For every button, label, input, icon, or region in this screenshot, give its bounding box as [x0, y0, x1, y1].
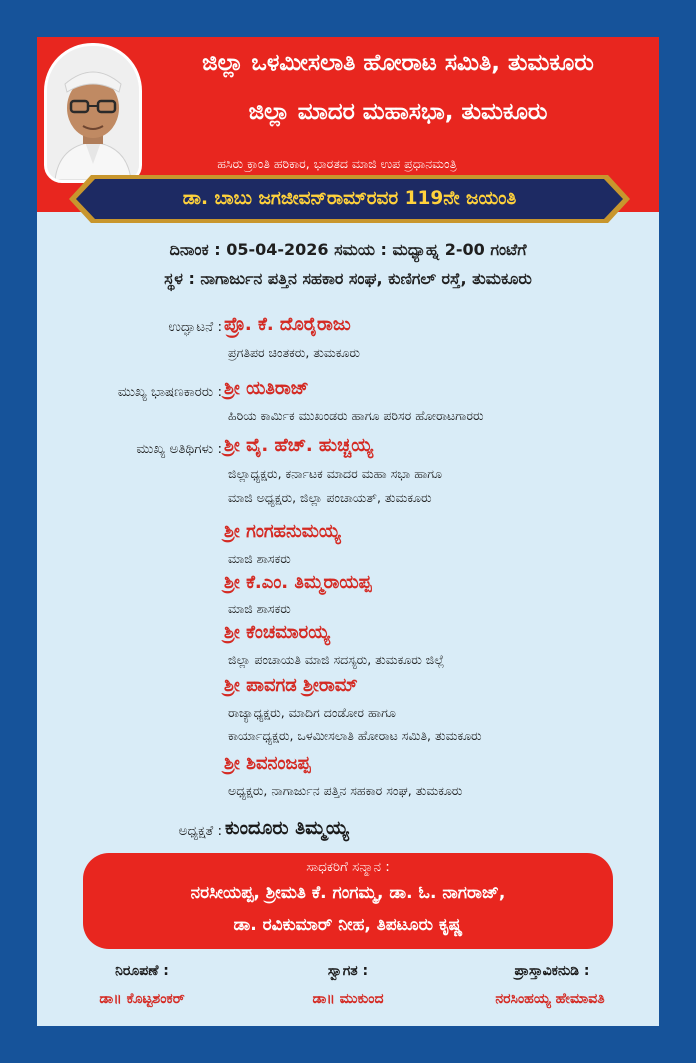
guest-desc: ಕಾರ್ಯಾಧ್ಯಕ್ಷರು, ಒಳಮೀಸಲಾತಿ ಹೋರಾಟ ಸಮಿತಿ, ತುಮಕೂರು	[228, 728, 482, 743]
guest-desc: ಮಾಜಿ ಶಾಸಕರು	[228, 601, 291, 616]
honors-line-1: ನರಸೀಯಪ್ಪ, ಶ್ರೀಮತಿ ಕೆ. ಗಂಗಮ್ಮ, ಡಾ. ಓ. ನಾಗರಾಜ್,	[190, 883, 506, 903]
guests-label: ಮುಖ್ಯ ಅತಿಥಿಗಳು :	[136, 441, 222, 457]
date-time-line: ದಿನಾಂಕ : 05-04-2026 ಸಮಯ : ಮಧ್ಯಾಹ್ನ 2-00 ಗಂಟೆಗೆ	[169, 240, 527, 259]
banner-subtitle: ಹಸಿರು ಕ್ರಾಂತಿ ಹರಿಕಾರ, ಭಾರತದ ಮಾಜಿ ಉಪ ಪ್ರಧಾನಮಂತ್ರಿ	[217, 156, 457, 171]
portrait-illustration	[47, 46, 139, 180]
portrait-photo	[44, 43, 142, 183]
guest-name: ಶ್ರೀ ಕೆ.ಎಂ. ತಿಮ್ಮರಾಯಪ್ಪ	[224, 572, 372, 593]
guest-name: ಶ್ರೀ ಪಾವಗಡ ಶ್ರೀರಾಮ್	[224, 675, 358, 696]
guest-desc: ಮಾಜಿ ಶಾಸಕರು	[228, 551, 291, 566]
organizer-title-1: ಜಿಲ್ಲಾ ಒಳಮೀಸಲಾತಿ ಹೋರಾಟ ಸಮಿತಿ, ತುಮಕೂರು	[202, 50, 594, 76]
organizer-title-2: ಜಿಲ್ಲಾ ಮಾದರ ಮಹಾಸಭಾ, ತುಮಕೂರು	[248, 99, 548, 125]
honors-title: ಸಾಧಕರಿಗೆ ಸನ್ಮಾನ :	[306, 859, 390, 875]
intro-label: ಪ್ರಾಸ್ತಾವಿಕನುಡಿ :	[514, 963, 590, 979]
venue-line: ಸ್ಥಳ : ನಾಗಾರ್ಜುನ ಪತ್ತಿನ ಸಹಕಾರ ಸಂಘ, ಕುಣಿಗಲ್ ರಸ್ತೆ, ತುಮಕೂರು	[164, 269, 532, 288]
speaker-desc: ಹಿರಿಯ ಕಾರ್ಮಿಕ ಮುಖಂಡರು ಹಾಗೂ ಪರಿಸರ ಹೋರಾಟಗಾರರು	[228, 408, 484, 423]
speaker-name: ಶ್ರೀ ಯತಿರಾಜ್	[224, 378, 309, 399]
inaugurator-name: ಪ್ರೊ. ಕೆ. ದೊರೈರಾಜು	[224, 314, 351, 335]
welcome-label: ಸ್ವಾಗತ :	[327, 963, 369, 979]
guest-name: ಶ್ರೀ ಶಿವನಂಜಪ್ಪ	[224, 753, 311, 774]
guest-name: ಶ್ರೀ ಗಂಗಹನುಮಯ್ಯ	[224, 521, 341, 542]
honors-box	[83, 853, 613, 949]
guest-desc: ಮಾಜಿ ಅಧ್ಯಕ್ಷರು, ಜಿಲ್ಲಾ ಪಂಚಾಯತ್, ತುಮಕೂರು	[228, 490, 432, 505]
invitation-card	[37, 37, 659, 1026]
chair-name: ಕುಂದೂರು ತಿಮ್ಮಯ್ಯ	[225, 817, 349, 839]
honors-line-2: ಡಾ. ರವಿಕುಮಾರ್ ನೀಹ, ತಿಪಟೂರು ಕೃಷ್ಣ	[233, 915, 463, 935]
guest-desc: ಅಧ್ಯಕ್ಷರು, ನಾಗಾರ್ಜುನ ಪತ್ತಿನ ಸಹಕಾರ ಸಂಘ, ತುಮಕೂರು	[228, 783, 463, 798]
guest-desc: ಜಿಲ್ಲಾಧ್ಯಕ್ಷರು, ಕರ್ನಾಟಕ ಮಾದರ ಮಹಾ ಸಭಾ ಹಾಗೂ	[228, 466, 443, 481]
guest-desc: ಜಿಲ್ಲಾ ಪಂಚಾಯತಿ ಮಾಜಿ ಸದಸ್ಯರು, ತುಮಕೂರು ಜಿಲ್ಲೆ	[228, 652, 445, 667]
welcome-name: ಡಾ॥ ಮುಕುಂದ	[312, 991, 384, 1007]
speaker-label: ಮುಖ್ಯ ಭಾಷಣಕಾರರು :	[117, 384, 222, 400]
intro-name: ನರಸಿಂಹಯ್ಯ ಹೇಮಾವತಿ	[495, 991, 605, 1007]
inauguration-label: ಉದ್ಘಾಟನೆ :	[168, 319, 222, 335]
guest-name: ಶ್ರೀ ವೈ. ಹೆಚ್. ಹುಚ್ಚಯ್ಯ	[224, 435, 373, 456]
guest-name: ಶ್ರೀ ಕೆಂಚಮಾರಯ್ಯ	[224, 622, 330, 643]
chair-label: ಅಧ್ಯಕ್ಷತೆ :	[178, 823, 222, 839]
inaugurator-desc: ಪ್ರಗತಿಪರ ಚಿಂತಕರು, ತುಮಕೂರು	[228, 345, 360, 360]
guest-desc: ರಾಜ್ಯಾಧ್ಯಕ್ಷರು, ಮಾದಿಗ ದಂಡೋರ ಹಾಗೂ	[228, 705, 396, 720]
event-banner-title: ಡಾ. ಬಾಬು ಜಗಜೀವನ್‌ರಾಮ್‌ರವರ 119ನೇ ಜಯಂತಿ	[182, 188, 517, 209]
compere-name: ಡಾ॥ ಕೊಟ್ಟಶಂಕರ್	[99, 991, 185, 1007]
compere-label: ನಿರೂಪಣೆ :	[115, 963, 169, 979]
